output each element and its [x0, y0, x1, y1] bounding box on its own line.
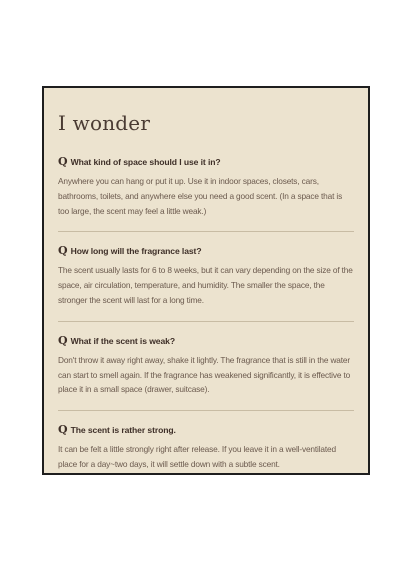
faq-title: I wonder: [58, 111, 151, 135]
faq-question: [58, 155, 354, 168]
faq-card: [42, 86, 370, 475]
answer-text: Don't throw it away right away, shake it lightly. The fragrance that is still in the water can start to smell again. If the fragrance has weakened significantly, it is effective to place it in a small space (drawer, suitcase).: [58, 354, 351, 395]
answer-text: It can be felt a little strongly right after release. If you leave it in a well-ventilated place for a day~two days, it will settle down with a subtle scent.: [58, 444, 336, 469]
faq-question: [58, 334, 354, 347]
faq-item: [58, 321, 354, 397]
q-marker: Q: [58, 155, 68, 168]
q-marker: Q: [58, 423, 68, 437]
faq-question: [58, 244, 354, 257]
faq-item: [58, 155, 354, 218]
q-marker: Q: [58, 333, 68, 347]
q-marker: Q: [58, 244, 68, 258]
answer-text: The scent usually lasts for 6 to 8 weeks, but it can vary depending on the size of the space, air circulation, temperature, and humidity. The smaller the space, the stronger the scent will last for a long time.: [58, 265, 353, 305]
question-text: What kind of space should I use it in?: [70, 157, 221, 167]
question-text: How long will the fragrance last?: [70, 246, 202, 257]
faq-item: [58, 231, 354, 307]
faq-question: [58, 423, 354, 436]
faq-item: [58, 410, 354, 472]
question-text: What if the scent is weak?: [70, 335, 175, 346]
question-text: The scent is rather strong.: [70, 425, 176, 436]
answer-text: Anywhere you can hang or put it up. Use it in indoor spaces, closets, cars, bathrooms, toilets, and anywhere else you need a good scent. (In a space that is too large, the scent may feel a little weak.): [58, 176, 343, 216]
